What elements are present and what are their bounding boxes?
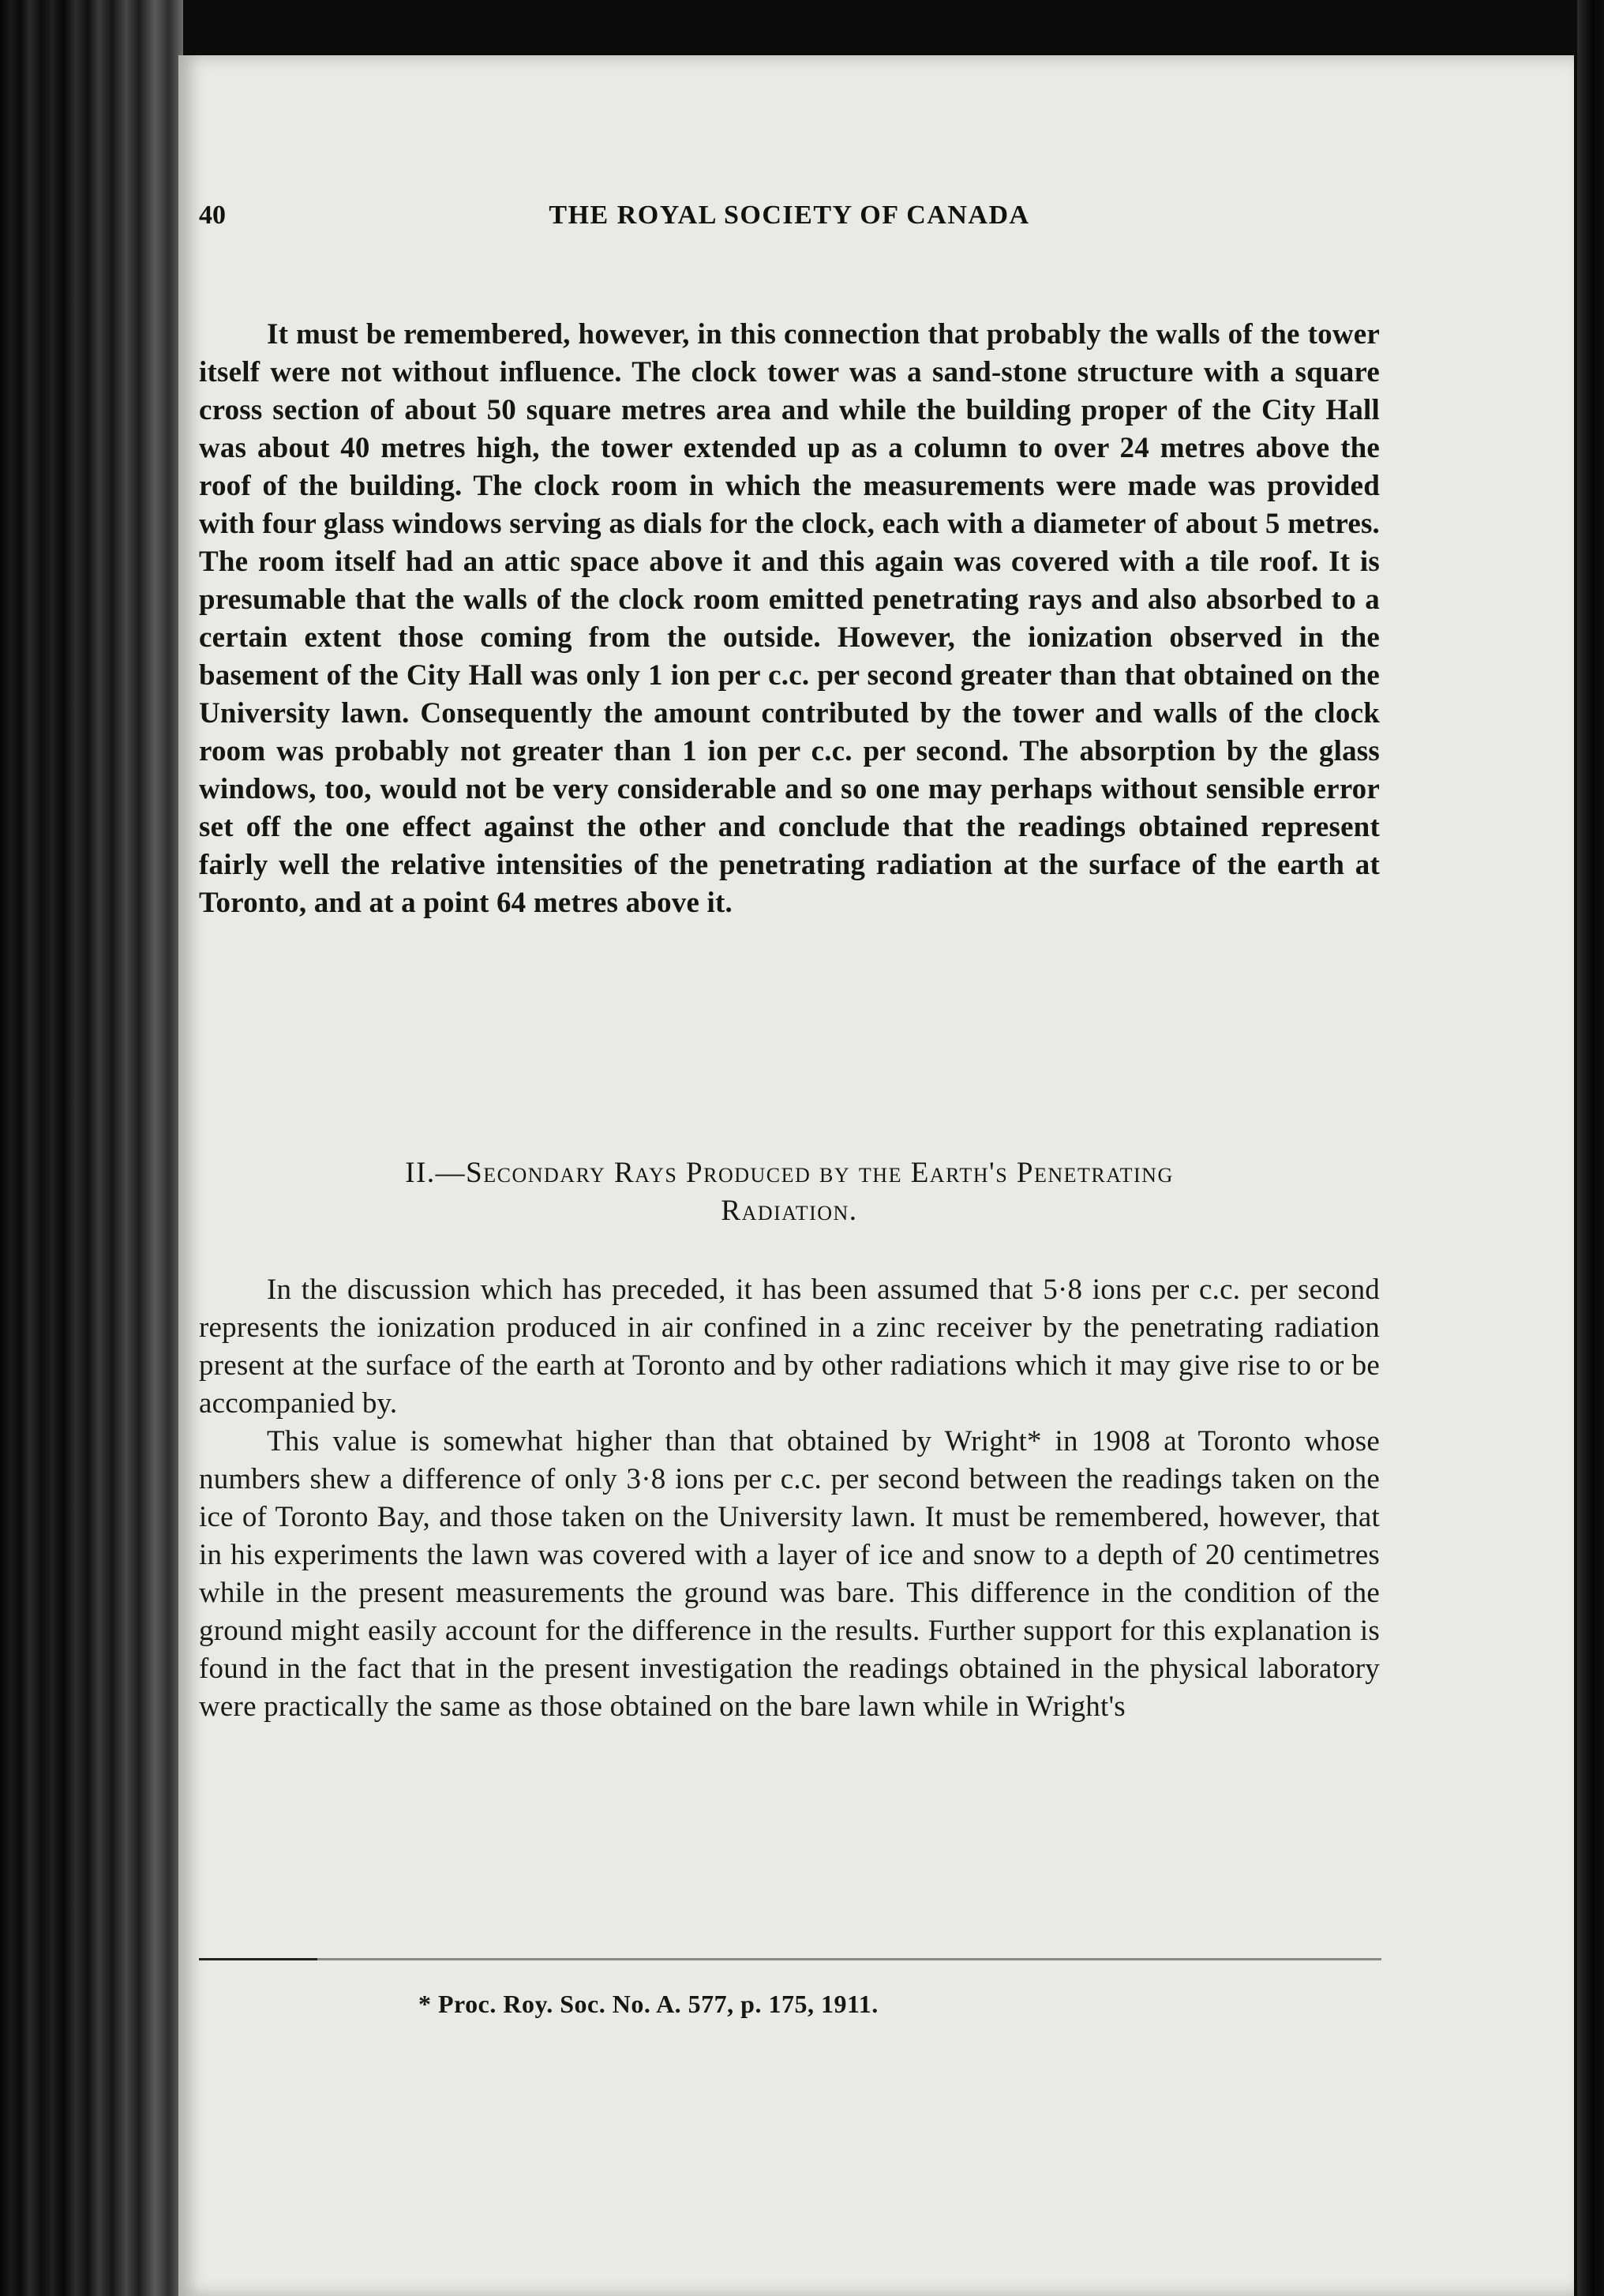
book-binding [0, 0, 183, 2296]
page-header [199, 193, 1380, 240]
body-section-1 [199, 316, 1380, 922]
paragraph-discussion: In the discussion which has preceded, it has been assumed that 5·8 ions per c.c. per second represents the ionization produced in air confined in a zinc receiver by the penetrating radiation present at the surface of the earth at Toronto and by other radiations which it may give rise to or be accompanied by. [199, 1274, 1380, 1420]
page-number: 40 [199, 201, 226, 230]
facing-page-edge [1577, 0, 1604, 2296]
footnote-rule [199, 1958, 1381, 1960]
section-heading [199, 1154, 1380, 1230]
running-title: THE ROYAL SOCIETY OF CANADA [549, 201, 1030, 230]
section-heading-line-2: Radiation. [721, 1195, 858, 1227]
body-section-2 [199, 1271, 1380, 1726]
paragraph-clock-tower: It must be remembered, however, in this connection that probably the walls of the tower itself were not without influence. The clock tower was a sand-stone structure with a square cross section of about 50 square metres area and while the building proper of the City Hall was about 40 metres high, the tower extended up as a column to over 24 metres above the roof of the building. The clock room in which the measurements were made was provided with four glass windows serving as dials for the clock, each with a diameter of about 5 metres. The room itself had an attic space above it and this again was covered with a tile roof. It is presumable that the walls of the clock room emitted penetrating rays and also absorbed to a certain extent those coming from the outside. However, the ionization observed in the basement of the City Hall was only 1 ion per c.c. per second greater than that obtained on the University lawn. Consequently the amount contributed by the tower and walls of the clock room was probably not greater than 1 ion per c.c. per second. The absorption by the glass windows, too, would not be very considerable and so one may perhaps without sensible error set off the one effect against the other and conclude that the readings obtained represent fairly well the relative intensities of the penetrating radiation at the surface of the earth at Toronto, and at a point 64 metres above it. [199, 318, 1380, 919]
footnote: * Proc. Roy. Soc. No. A. 577, p. 175, 1911. [418, 1990, 879, 2018]
paragraph-wright: This value is somewhat higher than that obtained by Wright* in 1908 at Toronto whose numbers shew a difference of only 3·8 ions per c.c. per second between the readings taken on the ice of Toronto Bay, and those taken on the University lawn. It must be remembered, however, that in his experiments the lawn was covered with a layer of ice and snow to a depth of 20 centimetres while in the present measurements the ground was bare. This difference in the condition of the ground might easily account for the difference in the results. Further support for this explanation is found in the fact that in the present investigation the readings obtained in the physical laboratory were practically the same as those obtained on the bare lawn while in Wright's [199, 1425, 1380, 1723]
section-heading-line-1: II.—Secondary Rays Produced by the Earth's Penetrating [405, 1157, 1174, 1189]
